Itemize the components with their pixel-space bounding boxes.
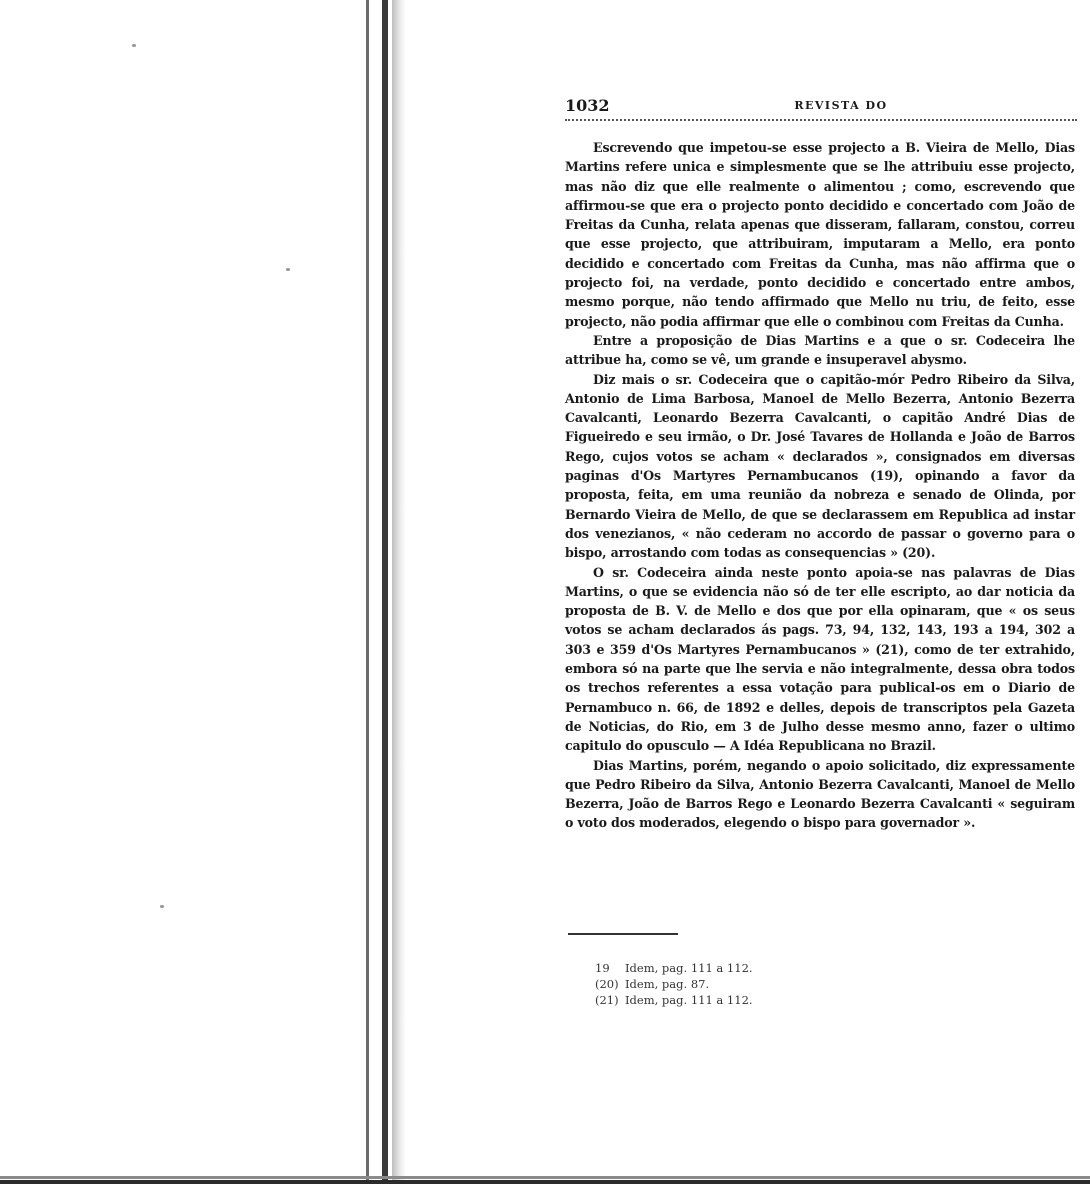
- paragraph: O sr. Codeceira ainda neste ponto apoia-se nas palavras de Dias Martins, o que se evidencia não só de ter elle escripto, ao dar noticia da proposta de B. V. de Mello e dos que por ella opinaram, que « os seus votos se acham declarados ás pags. 73, 94, 132, 143, 193 a 194, 302 a 303 e 359 d'Os Martyres Pernambucanos » (21), como de ter extrahido, embora só na parte que lhe servia e não integralmente, dessa obra todos os trechos referentes a essa votação para publical-os em o Diario de Pernambuco n. 66, de 1892 e delles, depois de transcriptos pela Gazeta de Noticias, do Rio, em 3 de Julho desse mesmo anno, fazer o ultimo capitulo do opusculo — A Idéa Republicana no Brazil.: [565, 564, 1075, 754]
- footnote-mark: (21): [595, 993, 619, 1007]
- bottom-edge-line: [0, 1176, 1090, 1179]
- page-header: [565, 96, 1077, 116]
- paper-speck: [286, 268, 290, 271]
- running-head: REVISTA DO: [794, 99, 888, 112]
- paragraph: Entre a proposição de Dias Martins e a que o sr. Codeceira lhe attribue ha, como se vê, um grande e insuperavel abysmo.: [565, 332, 1075, 368]
- footnote-mark: (20): [595, 977, 619, 991]
- body-text: [565, 138, 1075, 833]
- footnote-text: Idem, pag. 87.: [625, 977, 710, 991]
- footnote-text: Idem, pag. 111 a 112.: [625, 961, 753, 975]
- footnote: [595, 992, 753, 1008]
- paragraph: Diz mais o sr. Codeceira que o capitão-mór Pedro Ribeiro da Silva, Antonio de Lima Barbosa, Manoel de Mello Bezerra, Antonio Bezerra Cavalcanti, Leonardo Bezerra Cavalcanti, o capitão André Dias de Figueiredo e seu irmão, o Dr. José Tavares de Hollanda e João de Barros Rego, cujos votos se acham « declarados », consignados em diversas paginas d'Os Martyres Pernambucanos (19), opinando a favor da proposta, feita, em uma reunião da nobreza e senado de Olinda, por Bernardo Vieira de Mello, de que se declarassem em Republica ad instar dos venezianos, « não cederam no accordo de passar o governo para o bispo, arrostando com todas as consequencias » (20).: [565, 371, 1075, 561]
- footnotes: [595, 960, 753, 1008]
- bottom-edge-shadow: [0, 1180, 1090, 1184]
- gutter-shadow: [382, 0, 388, 1184]
- footnote-rule: [568, 933, 678, 935]
- footnote-text: Idem, pag. 111 a 112.: [625, 993, 753, 1007]
- gutter-fold: [392, 0, 406, 1184]
- paper-speck: [132, 44, 136, 47]
- gutter-line: [366, 0, 369, 1184]
- footnote-mark: 19: [595, 961, 610, 975]
- footnote: [595, 960, 753, 976]
- paragraph: Escrevendo que impetou-se esse projecto a B. Vieira de Mello, Dias Martins refere unica e simplesmente que se lhe attribuiu esse projecto, mas não diz que elle realmente o alimentou ; como, escrevendo que affirmou-se que era o projecto ponto decidido e concertado com João de Freitas da Cunha, relata apenas que disseram, fallaram, constou, correu que esse projecto, que attribuiram, imputaram a Mello, era ponto decidido e concertado com Freitas da Cunha, mas não affirma que o projecto foi, na verdade, ponto decidido e concertado entre ambos, mesmo porque, não tendo affirmado que Mello nu triu, de feito, esse projecto, não podia affirmar que elle o combinou com Freitas da Cunha.: [565, 140, 1075, 329]
- page-number: 1032: [565, 96, 610, 115]
- paper-speck: [160, 905, 164, 908]
- paragraph: Dias Martins, porém, negando o apoio solicitado, diz expressamente que Pedro Ribeiro da Silva, Antonio Bezerra Cavalcanti, Manoel de Mello Bezerra, João de Barros Rego e Leonardo Bezerra Cavalcanti « seguiram o voto dos moderados, elegendo o bispo para governador ».: [565, 757, 1075, 831]
- header-rule: [565, 119, 1077, 121]
- footnote: [595, 976, 753, 992]
